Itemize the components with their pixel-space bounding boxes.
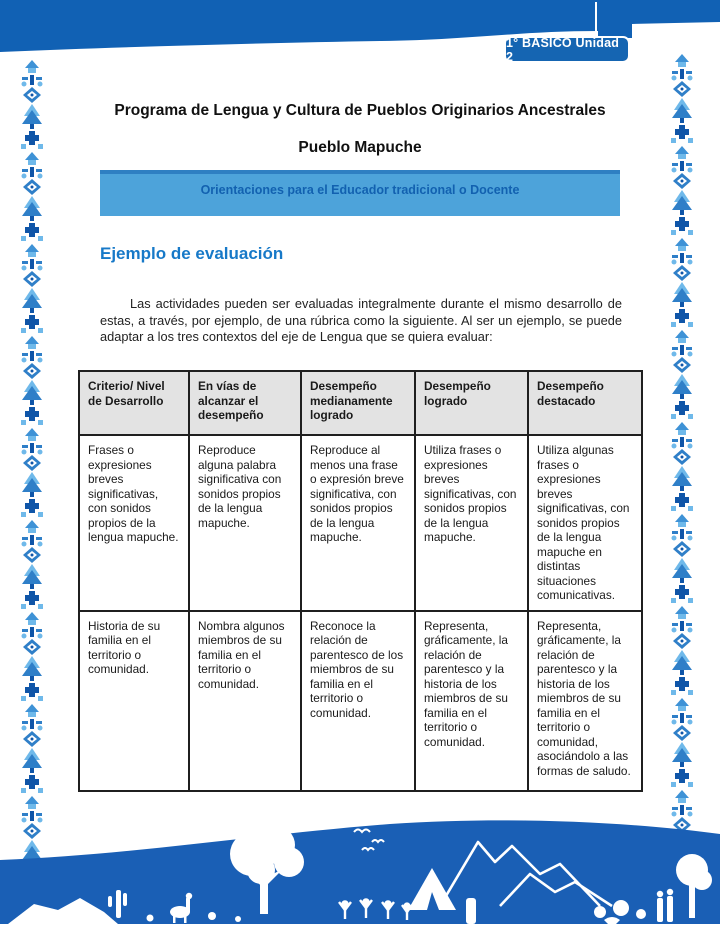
- rubric-header-cell: Desempeño medianamente logrado: [301, 371, 415, 435]
- rubric-cell: Frases o expresiones breves significativas, con sonidos propios de la lengua mapuche.: [79, 435, 189, 611]
- rubric-cell: Reproduce alguna palabra significativa con sonidos propios de la lengua mapuche.: [189, 435, 301, 611]
- pueblo-subtitle: Pueblo Mapuche: [298, 139, 422, 156]
- rubric-cell: Historia de su familia en el territorio o comunidad.: [79, 611, 189, 791]
- rubric-header-cell: En vías de alcanzar el desempeño: [189, 371, 301, 435]
- title-block: [90, 102, 630, 157]
- rubric-cell: Representa, gráficamente, la relación de parentesco y la historia de los miembros de su familia en el territorio o comunidad.: [415, 611, 528, 791]
- rubric-cell: Reconoce la relación de parentesco de los miembros de su familia en el territorio o comunidad.: [301, 611, 415, 791]
- mapuche-pattern-border-left-icon: [17, 60, 47, 860]
- rubric-cell: Utiliza algunas frases o expresiones breves significativas, con sonidos propios de la lengua mapuche en distintas situaciones comunicativas.: [528, 435, 642, 611]
- rubric-cell: Utiliza frases o expresiones breves significativas, con sonidos propios de la lengua mapuche.: [415, 435, 528, 611]
- rubric-header-cell: Desempeño destacado: [528, 371, 642, 435]
- mapuche-pattern-border-right-icon: [667, 54, 697, 832]
- section-heading: Ejemplo de evaluación: [100, 244, 284, 263]
- program-title: Programa de Lengua y Cultura de Pueblos Originarios Ancestrales: [114, 102, 606, 119]
- intro-paragraph: Las actividades pueden ser evaluadas integralmente durante el mismo desarrollo de estas, a través, por ejemplo, de una rúbrica como la siguiente. Al ser un ejemplo, se puede adaptar a los tres contextos del eje de Lengua que se quiera evaluar:: [100, 296, 622, 344]
- rubric-cell: Representa, gráficamente, la relación de parentesco y la historia de los miembros de su familia en el territorio o comunidad, asociándolo a las formas de saludo.: [528, 611, 642, 791]
- unit-badge: 1° BÁSICO Unidad 2: [504, 36, 630, 63]
- rubric-cell: Reproduce al menos una frase o expresión breve significativa, con sonidos propios de la lengua mapuche.: [301, 435, 415, 611]
- rubric-header-row: [79, 371, 642, 435]
- landscape-silhouette-illustration: [0, 812, 720, 932]
- rubric-header-cell: Criterio/ Nivel de Desarrollo: [79, 371, 189, 435]
- rubric-row-historia: [79, 611, 642, 791]
- rubric-cell: Nombra algunos miembros de su familia en el territorio o comunidad.: [189, 611, 301, 791]
- orientation-banner: Orientaciones para el Educador tradicional o Docente: [100, 170, 620, 216]
- evaluation-rubric-table: [78, 370, 643, 792]
- rubric-header-cell: Desempeño logrado: [415, 371, 528, 435]
- rubric-row-frases: [79, 435, 642, 611]
